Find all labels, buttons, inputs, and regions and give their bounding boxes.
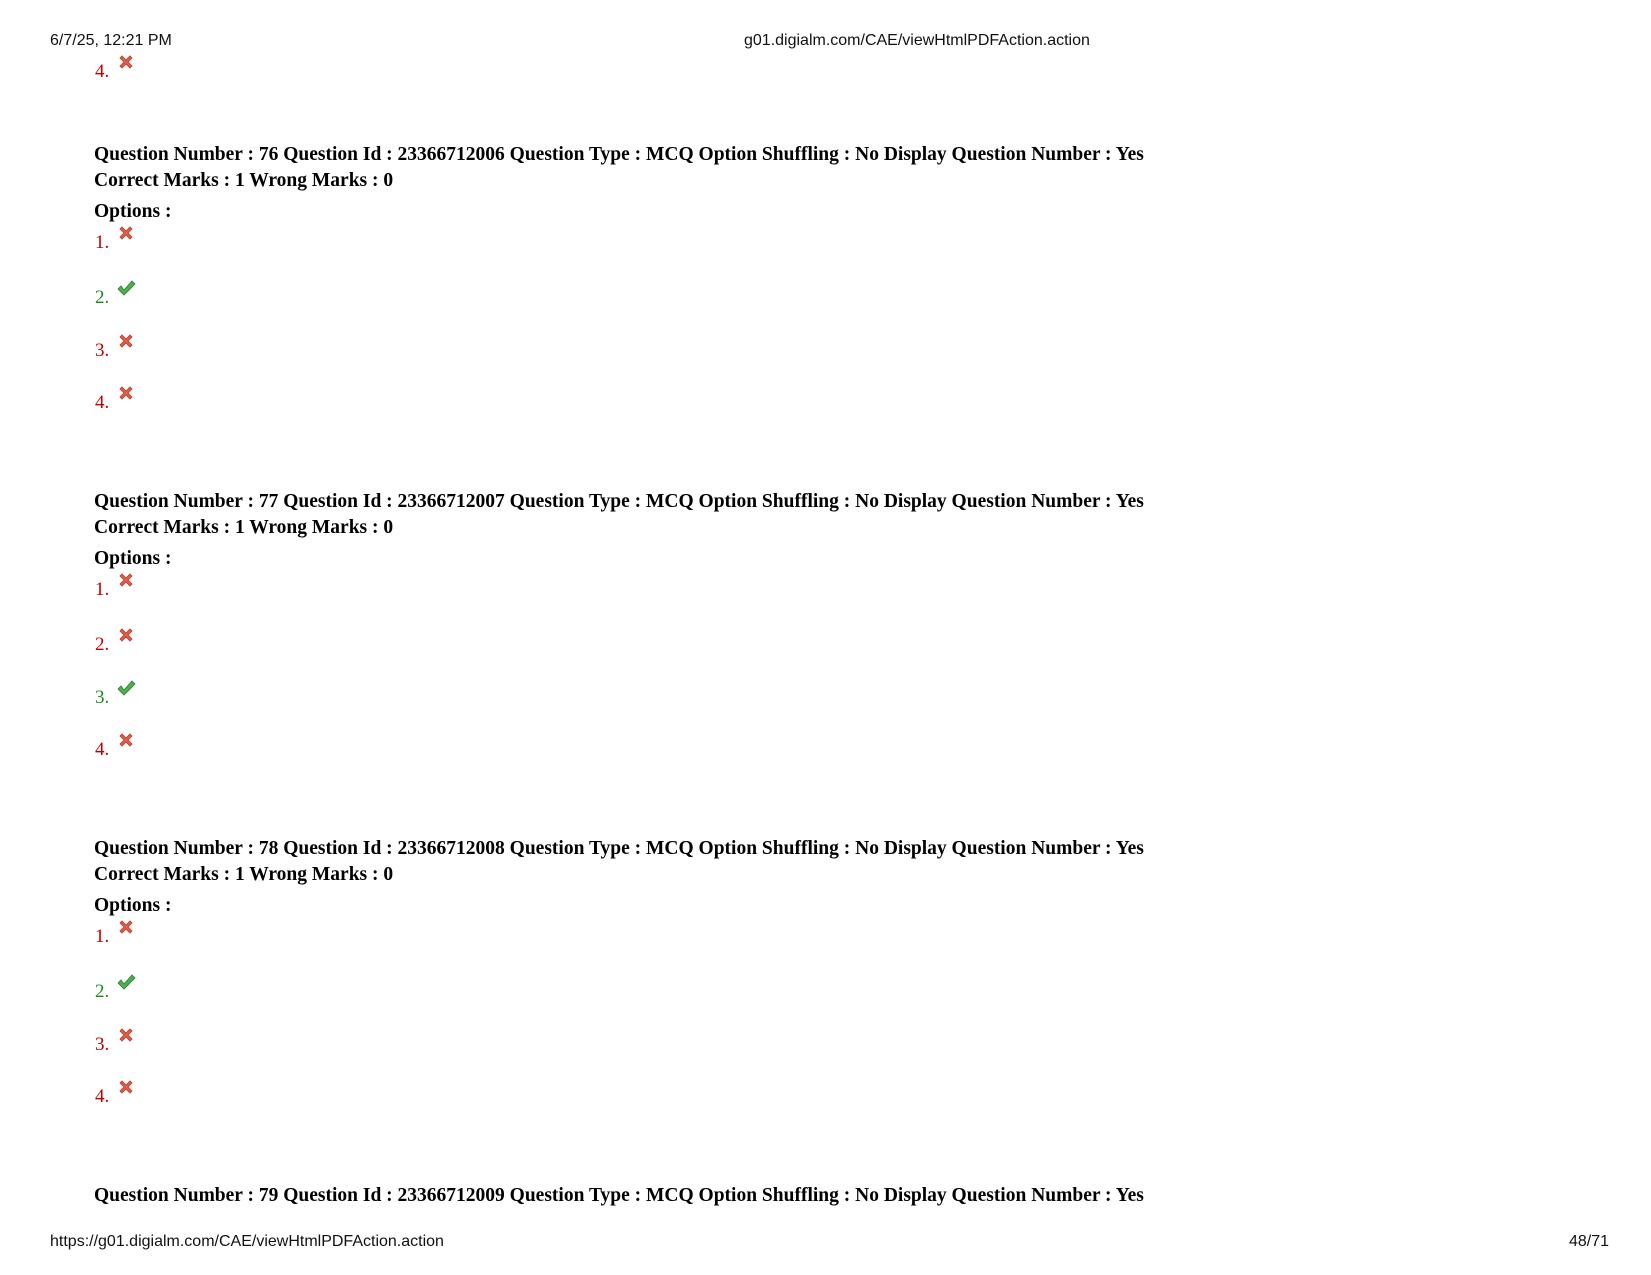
cross-icon bbox=[116, 331, 136, 351]
option-number: 3. bbox=[95, 1034, 110, 1055]
page-number: 48/71 bbox=[1568, 1233, 1609, 1250]
option-item bbox=[95, 339, 136, 363]
print-datetime: 6/7/25, 12:21 PM bbox=[50, 32, 172, 49]
option-item bbox=[95, 286, 136, 310]
cross-icon bbox=[116, 383, 136, 403]
cross-icon bbox=[116, 917, 136, 937]
cross-icon bbox=[116, 570, 136, 590]
option-item bbox=[95, 980, 136, 1004]
option-number: 3. bbox=[95, 687, 110, 708]
option-item bbox=[95, 60, 136, 84]
option-item bbox=[95, 1085, 136, 1109]
option-number: 1. bbox=[95, 926, 110, 947]
option-item bbox=[95, 1033, 136, 1057]
option-number: 4. bbox=[95, 61, 110, 82]
option-item bbox=[95, 686, 136, 710]
option-item bbox=[95, 578, 136, 602]
question-meta: Question Number : 77 Question Id : 23366712007 Question Type : MCQ Option Shuffling : No Display Question Number : Yes bbox=[94, 491, 1144, 512]
option-number: 4. bbox=[95, 739, 110, 760]
option-item bbox=[95, 391, 136, 415]
question-marks: Correct Marks : 1 Wrong Marks : 0 bbox=[94, 517, 394, 538]
option-number: 3. bbox=[95, 340, 110, 361]
cross-icon bbox=[116, 625, 136, 645]
check-icon bbox=[116, 678, 136, 698]
cross-icon bbox=[116, 1025, 136, 1045]
option-number: 1. bbox=[95, 579, 110, 600]
option-number: 4. bbox=[95, 1086, 110, 1107]
print-footer-url: https://g01.digialm.com/CAE/viewHtmlPDFAction.action bbox=[50, 1233, 444, 1250]
option-item bbox=[95, 738, 136, 762]
check-icon bbox=[116, 972, 136, 992]
options-label: Options : bbox=[94, 201, 172, 222]
question-marks: Correct Marks : 1 Wrong Marks : 0 bbox=[94, 864, 394, 885]
question-meta: Question Number : 78 Question Id : 23366712008 Question Type : MCQ Option Shuffling : No Display Question Number : Yes bbox=[94, 838, 1144, 859]
question-meta: Question Number : 76 Question Id : 23366712006 Question Type : MCQ Option Shuffling : No Display Question Number : Yes bbox=[94, 144, 1144, 165]
option-item bbox=[95, 633, 136, 657]
cross-icon bbox=[116, 1077, 136, 1097]
option-number: 4. bbox=[95, 392, 110, 413]
cross-icon bbox=[116, 52, 136, 72]
options-label: Options : bbox=[94, 895, 172, 916]
cross-icon bbox=[116, 730, 136, 750]
question-marks: Correct Marks : 1 Wrong Marks : 0 bbox=[94, 170, 394, 191]
question-meta: Question Number : 79 Question Id : 23366712009 Question Type : MCQ Option Shuffling : No Display Question Number : Yes bbox=[94, 1185, 1144, 1206]
cross-icon bbox=[116, 223, 136, 243]
options-label: Options : bbox=[94, 548, 172, 569]
print-header-url: g01.digialm.com/CAE/viewHtmlPDFAction.action bbox=[744, 32, 1090, 49]
check-icon bbox=[116, 278, 136, 298]
option-number: 1. bbox=[95, 232, 110, 253]
option-number: 2. bbox=[95, 981, 110, 1002]
option-item bbox=[95, 925, 136, 949]
option-item bbox=[95, 231, 136, 255]
option-number: 2. bbox=[95, 287, 110, 308]
option-number: 2. bbox=[95, 634, 110, 655]
